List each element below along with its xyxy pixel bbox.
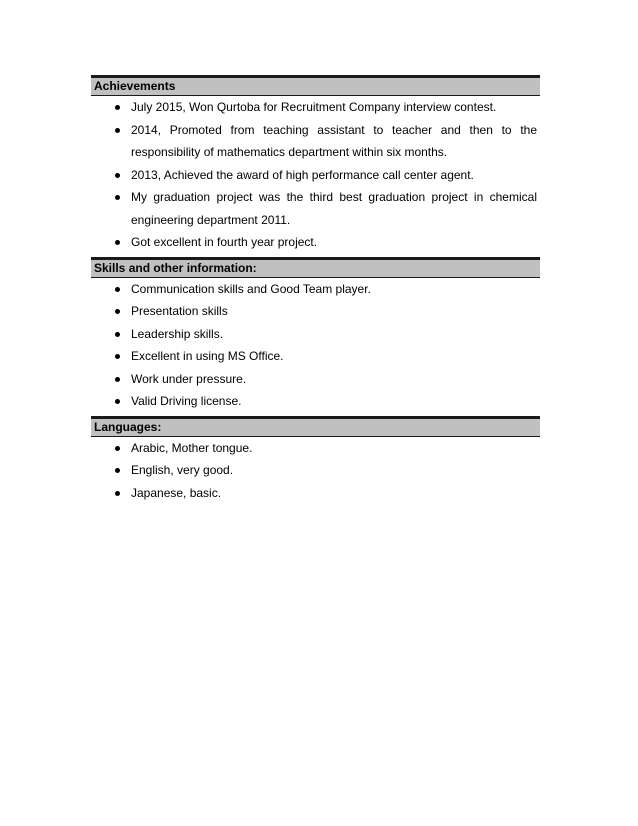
list-item: Excellent in using MS Office. xyxy=(91,345,540,368)
list-item: Arabic, Mother tongue. xyxy=(91,437,540,460)
list-item: Japanese, basic. xyxy=(91,482,540,505)
skills-list xyxy=(91,278,540,413)
achievements-section xyxy=(91,75,540,254)
achievements-heading: Achievements xyxy=(91,75,540,96)
list-item: My graduation project was the third best graduation project in chemical engineering department 2011. xyxy=(91,186,540,231)
list-item: Got excellent in fourth year project. xyxy=(91,231,540,254)
languages-list xyxy=(91,437,540,505)
list-item: Leadership skills. xyxy=(91,323,540,346)
achievements-list xyxy=(91,96,540,254)
list-item: July 2015, Won Qurtoba for Recruitment Company interview contest. xyxy=(91,96,540,119)
languages-section xyxy=(91,416,540,505)
list-item: Valid Driving license. xyxy=(91,390,540,413)
list-item: 2013, Achieved the award of high performance call center agent. xyxy=(91,164,540,187)
skills-heading: Skills and other information: xyxy=(91,257,540,278)
languages-heading: Languages: xyxy=(91,416,540,437)
list-item: Communication skills and Good Team player. xyxy=(91,278,540,301)
list-item: Work under pressure. xyxy=(91,368,540,391)
list-item: 2014, Promoted from teaching assistant to teacher and then to the responsibility of mathematics department within six months. xyxy=(91,119,540,164)
list-item: English, very good. xyxy=(91,459,540,482)
skills-section xyxy=(91,257,540,413)
list-item: Presentation skills xyxy=(91,300,540,323)
resume-page xyxy=(91,75,540,504)
